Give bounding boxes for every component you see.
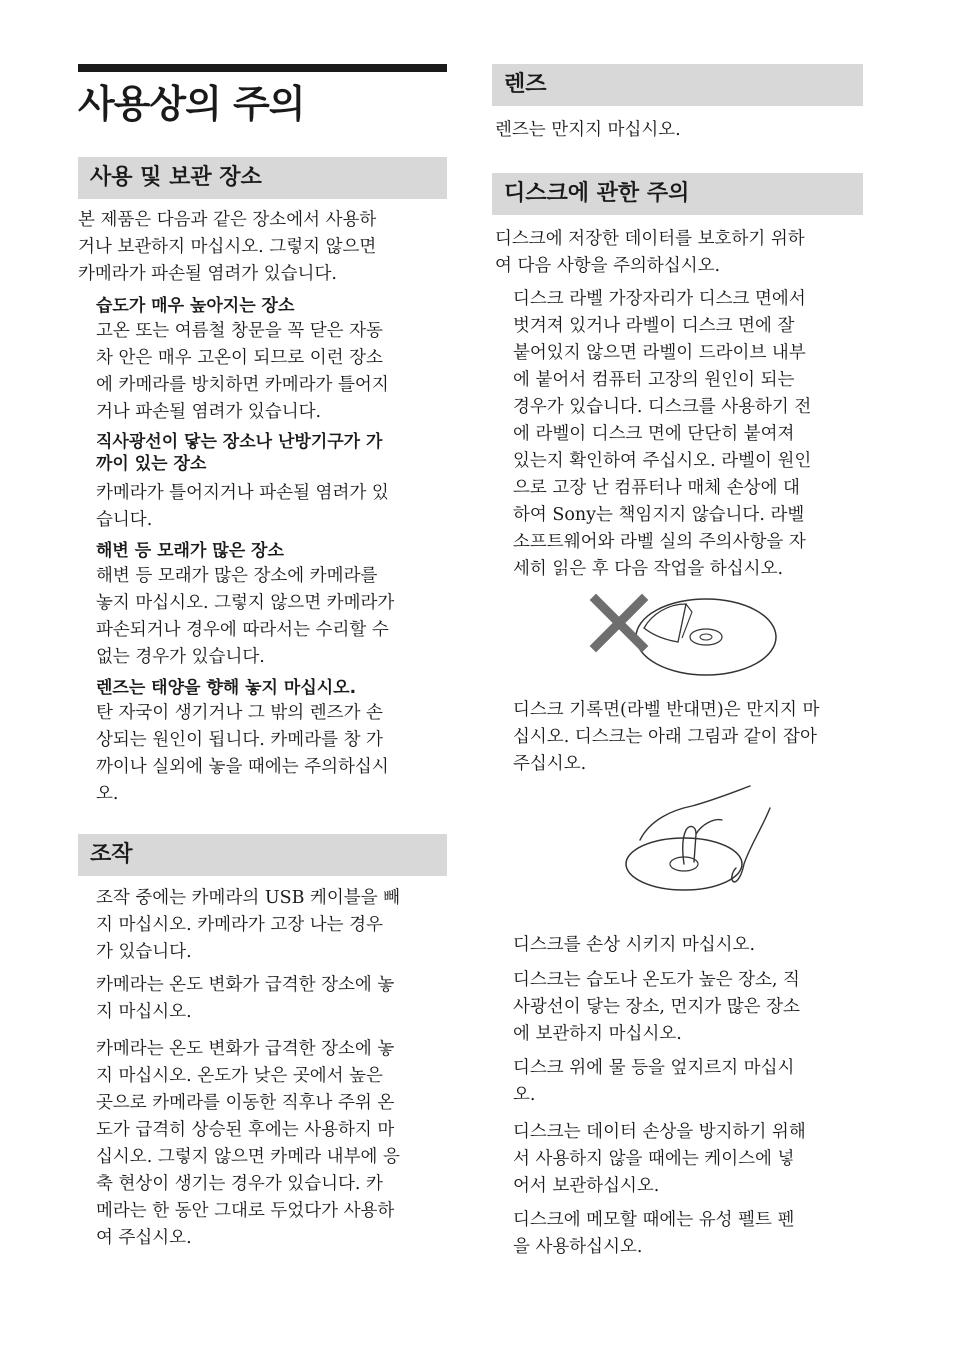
disc-intro: 디스크에 저장한 데이터를 보호하기 위하 여 다음 사항을 주의하십시오. — [495, 229, 805, 276]
disc-no-damage: 디스크를 손상 시키지 마십시오. — [513, 935, 756, 955]
hand-holding-disc-illustration — [622, 784, 774, 894]
disc-memo: 디스크에 메모할 때에는 유성 펠트 펜 을 사용하십시오. — [513, 1210, 795, 1257]
disc-handling: 디스크 기록면(라벨 반대면)은 만지지 마 십시오. 디스크는 아래 그림과 같이 잡아 주십시오. — [513, 700, 820, 774]
disc-label-warning: 디스크 라벨 가장자리가 디스크 면에서 벗겨져 있거나 라벨이 디스크 면에 잘 붙어있지 않으면 라벨이 드라이브 내부 에 붙어서 컴퓨터 고장의 원인이 되는 경우가 있습니다. 디스크를 사용하기 전 에 라벨이 디스크 면에 단단히 붙여져 있는지 확인하여 주십시오. 라벨이 원인 으로 고장 난 컴퓨터나 매체 손상에 대 하여 Sony는 책임지지 않습니다. 라벨 소프트웨어와 라벨 실의 주의사항을 자 세히 읽은 후 다음 작업을 하십시오. — [513, 289, 812, 579]
page-title: 사용상의 주의 — [78, 82, 305, 126]
section-heading-lens: 렌즈 — [492, 64, 863, 106]
humid-body: 고온 또는 여름철 창문을 꼭 닫은 자동 차 안은 매우 고온이 되므로 이런 장소 에 카메라를 방치하면 카메라가 틀어지 거나 파손될 염려가 있습니다. — [96, 321, 389, 422]
lens-sun-body: 탄 자국이 생기거나 그 밖의 렌즈가 손 상되는 원인이 됩니다. 카메라를 창 가 까이나 실외에 놓을 때에는 주의하십시 오. — [96, 703, 389, 804]
section-heading-operation: 조작 — [78, 834, 447, 876]
disc-spill: 디스크 위에 물 등을 엎지르지 마십시 오. — [513, 1058, 795, 1105]
operation-p3: 카메라는 온도 변화가 급격한 장소에 놓 지 마십시오. 온도가 낮은 곳에서 높은 곳으로 카메라를 이동한 직후나 주위 온 도가 급격히 상승된 후에는 사용하지 마 십시오. 그렇지 않으면 카메라 내부에 응 축 현상이 생기는 경우가 있습니다. 카 메라는 한 동안 그대로 두었다가 사용하 여 주십시오. — [96, 1039, 400, 1248]
sun-body: 카메라가 틀어지거나 파손될 염려가 있 습니다. — [96, 483, 389, 530]
disc-case: 디스크는 데이터 손상을 방지하기 위해 서 사용하지 않을 때에는 케이스에 넣 어서 보관하십시오. — [513, 1122, 806, 1196]
operation-p2: 카메라는 온도 변화가 급격한 장소에 놓 지 마십시오. — [96, 975, 395, 1022]
subheading-humid: 습도가 매우 높아지는 장소 — [96, 296, 295, 316]
subheading-lens-sun: 렌즈는 태양을 향해 놓지 마십시오. — [96, 678, 357, 698]
subheading-beach: 해변 등 모래가 많은 장소 — [96, 541, 284, 561]
operation-p1: 조작 중에는 카메라의 USB 케이블을 빼 지 마십시오. 카메라가 고장 나는 경우 가 있습니다. — [96, 888, 401, 962]
disc-storage: 디스크는 습도나 온도가 높은 장소, 직 사광선이 닿는 장소, 먼지가 많은 장소 에 보관하지 마십시오. — [513, 970, 800, 1044]
title-rule — [78, 64, 447, 72]
subheading-sun: 직사광선이 닿는 장소나 난방기구가 가 까이 있는 장소 — [96, 432, 383, 474]
lens-body: 렌즈는 만지지 마십시오. — [495, 120, 681, 140]
beach-body: 해변 등 모래가 많은 장소에 카메라를 놓지 마십시오. 그렇지 않으면 카메라가 파손되거나 경우에 따라서는 수리할 수 없는 경우가 있습니다. — [96, 566, 395, 667]
disc-outline — [636, 599, 776, 675]
section-heading-storage: 사용 및 보관 장소 — [78, 157, 447, 199]
storage-intro: 본 제품은 다음과 같은 장소에서 사용하 거나 보관하지 마십시오. 그렇지 않으면 카메라가 파손될 염려가 있습니다. — [78, 210, 377, 284]
section-heading-disc: 디스크에 관한 주의 — [492, 173, 863, 215]
disc-peeling-label-illustration — [588, 592, 778, 684]
